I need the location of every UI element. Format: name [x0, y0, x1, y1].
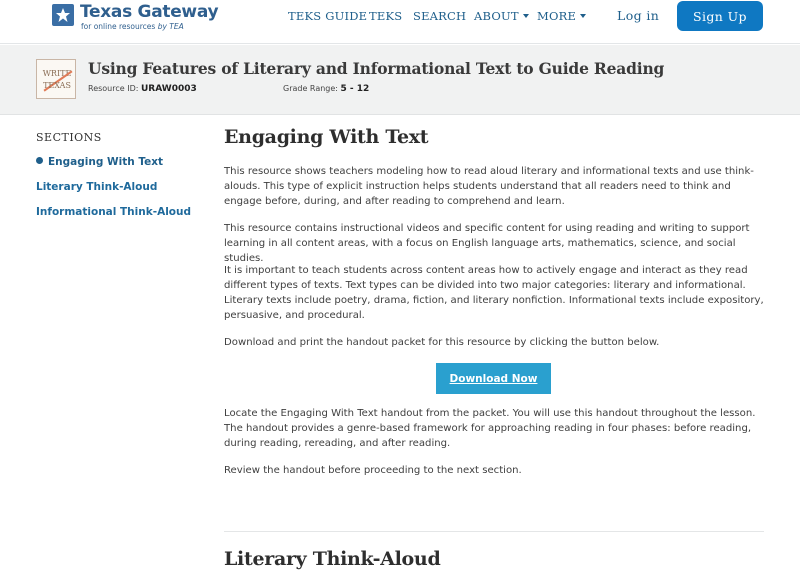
thumbnail-text-bottom: TEXAS: [43, 81, 71, 90]
paragraph-2: This resource contains instructional videos and specific content for using reading and writing to support learning in all content areas, with a focus on English language arts, mathematics, science, and social studies.: [224, 223, 750, 264]
caret-down-icon: [523, 14, 529, 18]
nav-about[interactable]: ABOUT: [474, 9, 529, 23]
bullet-dot-icon: [36, 157, 43, 164]
resource-title: Using Features of Literary and Informational Text to Guide Reading: [88, 59, 665, 78]
sidebar-item-engaging-with-text[interactable]: Engaging With Text: [36, 156, 163, 168]
download-now-button[interactable]: Download Now: [436, 363, 551, 394]
star-icon: [52, 4, 74, 26]
nav-teks[interactable]: TEKS: [369, 9, 403, 23]
resource-thumbnail: [36, 59, 76, 99]
logo-title: Texas Gateway: [80, 2, 219, 22]
resource-id: Resource ID: URAW0003: [88, 84, 197, 94]
paragraph-5: Locate the Engaging With Text handout from the packet. You will use this handout throughout the lesson. The handout provides a genre-based framework for approaching reading in four phases: before reading, during reading, rereading, and after reading.: [224, 408, 756, 449]
grade-range: Grade Range: 5 - 12: [283, 84, 370, 94]
site-header: [0, 0, 800, 44]
paragraph-4: Download and print the handout packet for this resource by clicking the button below.: [224, 337, 660, 348]
paragraph-3: It is important to teach students across content areas how to actively engage and interact as they read different types of texts. Text types can be divided into two major categories: literary and informational. Literary texts include poetry, drama, fiction, and literary nonfiction. Informational texts include expository, persuasive, and procedural.: [224, 265, 764, 321]
section-divider: [224, 531, 764, 532]
sections-heading: SECTIONS: [36, 131, 102, 144]
caret-down-icon: [580, 14, 586, 18]
sidebar-item-literary-think-aloud[interactable]: Literary Think-Aloud: [36, 181, 158, 193]
next-section-heading: Literary Think-Aloud: [224, 548, 441, 570]
sidebar-item-informational-think-aloud[interactable]: Informational Think-Aloud: [36, 206, 191, 218]
nav-teks-guide[interactable]: TEKS GUIDE: [288, 9, 368, 23]
login-link[interactable]: Log in: [617, 8, 660, 23]
logo-subtitle: for online resources by TEA: [81, 22, 184, 31]
nav-more[interactable]: MORE: [537, 9, 586, 23]
signup-button[interactable]: Sign Up: [677, 1, 763, 31]
paragraph-6: Review the handout before proceeding to the next section.: [224, 465, 522, 476]
texas-gateway-logo[interactable]: [36, 0, 236, 40]
thumbnail-text-top: WRITE: [42, 69, 72, 78]
resource-banner: [0, 45, 800, 115]
section-heading: Engaging With Text: [224, 126, 429, 148]
nav-search[interactable]: SEARCH: [413, 9, 467, 23]
paragraph-1: This resource shows teachers modeling how to read aloud literary and informational texts and use think-alouds. This type of explicit instruction helps students understand that all readers need to think and engage before, during, and after reading to comprehend and learn.: [224, 166, 754, 207]
